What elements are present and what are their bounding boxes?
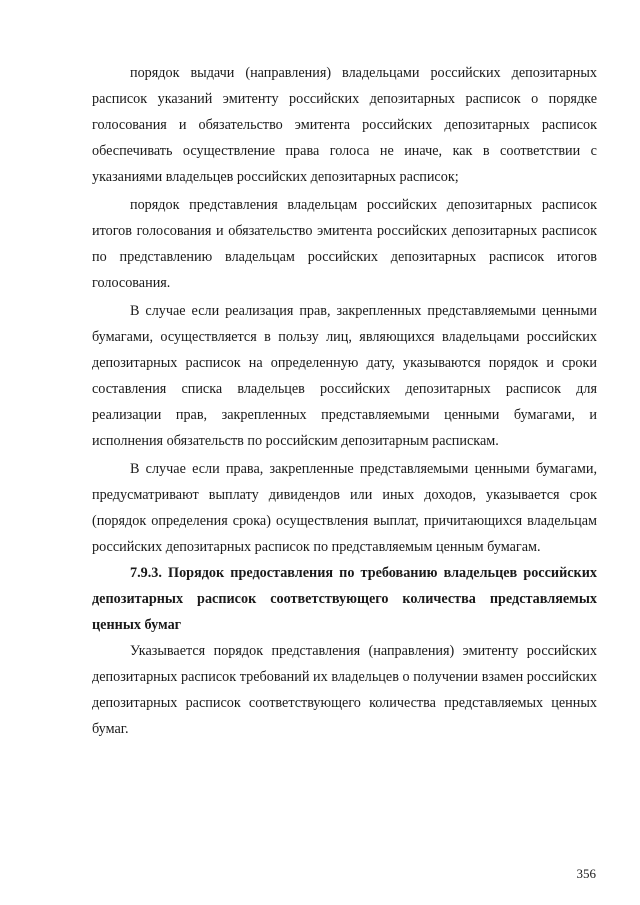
page-text <box>92 60 597 742</box>
section-body: Указывается порядок представления (направления) эмитенту российских депозитарных расписок требований их владельцев о получении взамен российских депозитарных расписок соответствующего количества представляемых ценных бумаг. <box>92 643 597 737</box>
paragraph-dividends: В случае если права, закрепленные представляемыми ценными бумагами, предусматривают выплату дивидендов или иных доходов, указывается срок (порядок определения срока) осуществления выплат, причитающихся владельцам российских депозитарных расписок по представляемым ценным бумагам. <box>92 461 597 555</box>
paragraph-voting-instructions: порядок выдачи (направления) владельцами российских депозитарных расписок указаний эмитенту российских депозитарных расписок о порядке голосования и обязательство эмитента российских депозитарных расписок обеспечивать осуществление права голоса не иначе, как в соответствии с указаниями владельцев российских депозитарных расписок; <box>92 65 597 185</box>
page-number: 356 <box>576 866 596 881</box>
paragraph-holders-list: В случае если реализация прав, закрепленных представляемыми ценными бумагами, осуществляется в пользу лиц, являющихся владельцами российских депозитарных расписок на определенную дату, указываются порядок и сроки составления списка владельцев российских депозитарных расписок для реализации прав, закрепленных представляемыми ценными бумагами, и исполнения обязательств по российским депозитарным распискам. <box>92 303 597 449</box>
section-heading: 7.9.3. Порядок предоставления по требованию владельцев российских депозитарных расписок соответствующего количества представляемых ценных бумаг <box>92 565 597 633</box>
paragraph-voting-results: порядок представления владельцам российских депозитарных расписок итогов голосования и обязательство эмитента российских депозитарных расписок по представлению владельцам российских депозитарных расписок итогов голосования. <box>92 197 597 291</box>
